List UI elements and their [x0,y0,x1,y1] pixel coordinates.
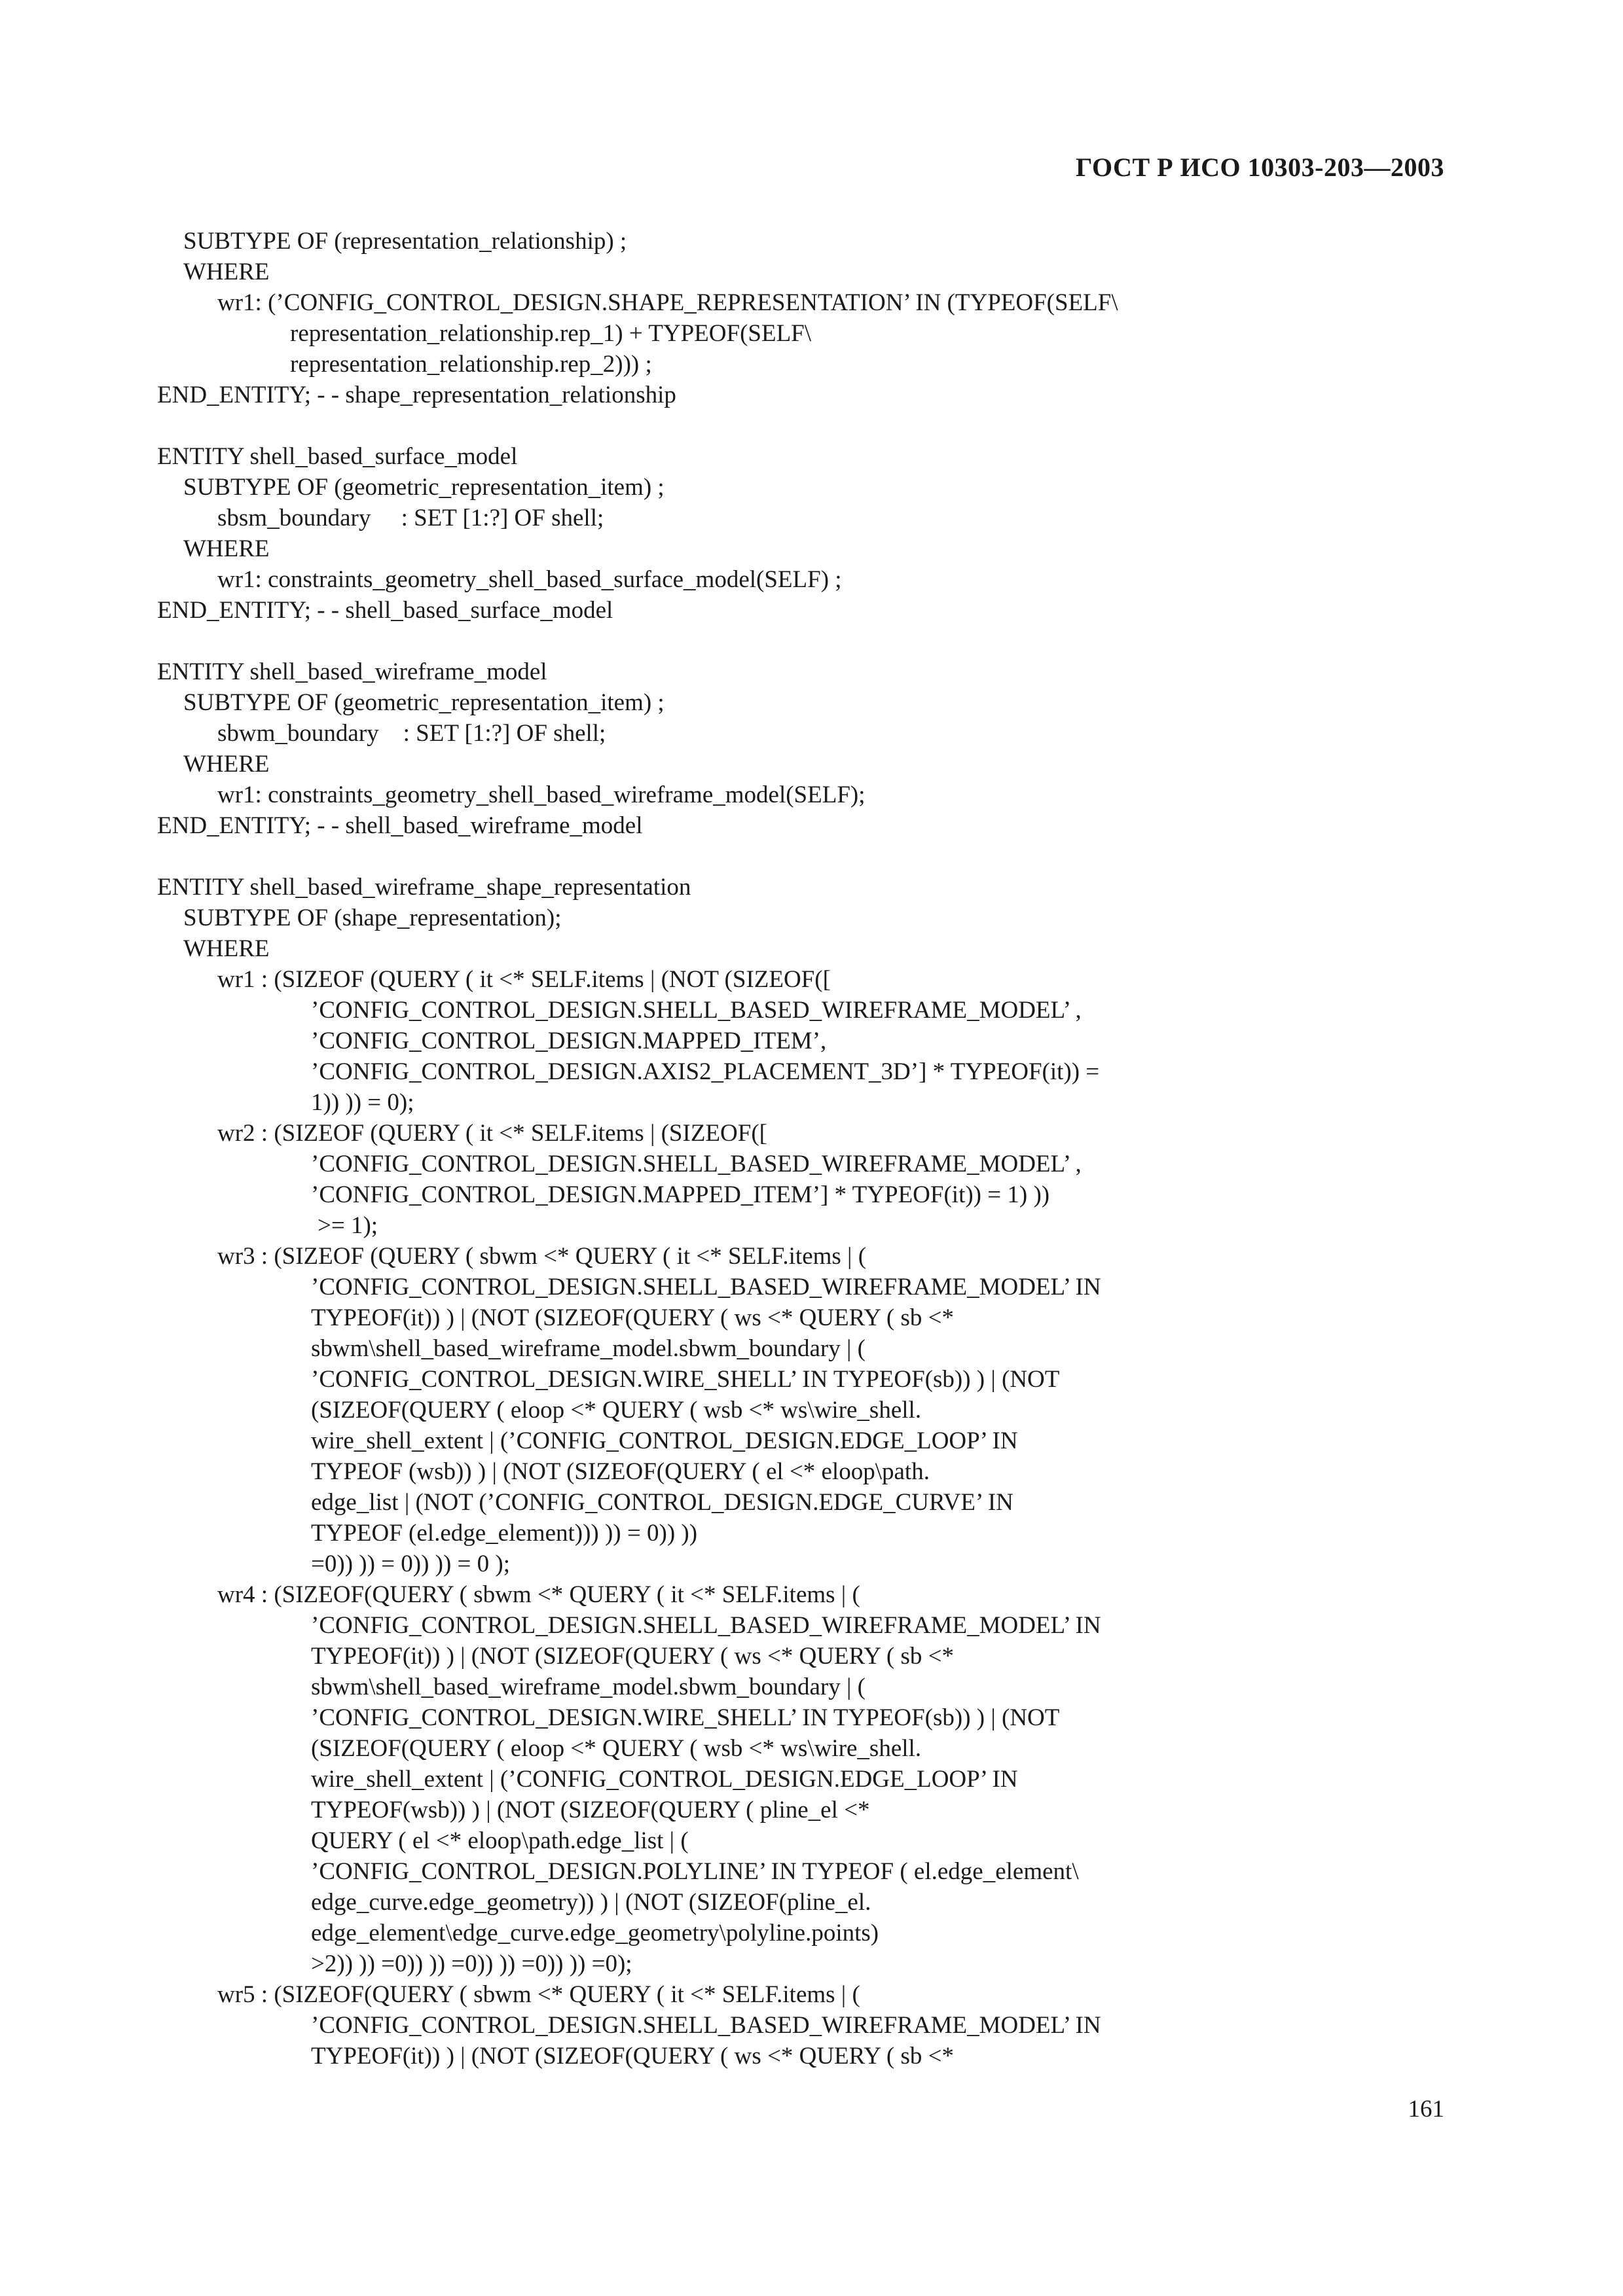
code-line: QUERY ( el <* eloop\path.edge_list | ( [311,1827,689,1854]
code-line: SUBTYPE OF (shape_representation); [183,905,562,931]
code-line: ENTITY shell_based_surface_model [157,443,518,470]
code-line: WHERE [183,259,270,285]
code-line: TYPEOF(wsb)) ) | (NOT (SIZEOF(QUERY ( pline_el <* [311,1797,870,1823]
code-line: sbwm\shell_based_wireframe_model.sbwm_boundary | ( [311,1335,866,1362]
code-line: ’CONFIG_CONTROL_DESIGN.WIRE_SHELL’ IN TYPEOF(sb)) ) | (NOT [311,1366,1060,1393]
code-line: (SIZEOF(QUERY ( eloop <* QUERY ( wsb <* ws\wire_shell. [311,1397,922,1424]
code-line: ’CONFIG_CONTROL_DESIGN.POLYLINE’ IN TYPEOF ( el.edge_element\ [311,1858,1079,1885]
code-line: sbwm_boundary : SET [1:?] OF shell; [217,720,606,747]
code-line: ’CONFIG_CONTROL_DESIGN.MAPPED_ITEM’] * TYPEOF(it)) = 1) )) [311,1181,1050,1208]
code-line: SUBTYPE OF (representation_relationship) ; [183,228,627,255]
code-line: TYPEOF(it)) ) | (NOT (SIZEOF(QUERY ( ws <* QUERY ( sb <* [311,2043,954,2070]
code-line: END_ENTITY; - - shape_representation_relationship [157,382,676,408]
code-line: ’CONFIG_CONTROL_DESIGN.AXIS2_PLACEMENT_3D’] * TYPEOF(it)) = [311,1058,1100,1085]
code-line: TYPEOF (el.edge_element))) )) = 0)) )) [311,1520,698,1547]
code-line: representation_relationship.rep_1) + TYPEOF(SELF\ [290,320,812,347]
code-line: wr3 : (SIZEOF (QUERY ( sbwm <* QUERY ( it <* SELF.items | ( [217,1243,867,1270]
code-line: ’CONFIG_CONTROL_DESIGN.WIRE_SHELL’ IN TYPEOF(sb)) ) | (NOT [311,1704,1060,1731]
blank-line [157,410,1467,441]
code-line: WHERE [183,935,270,962]
code-line: END_ENTITY; - - shell_based_wireframe_model [157,812,643,839]
code-line: =0)) )) = 0)) )) = 0 ); [311,1551,511,1577]
code-line: wr2 : (SIZEOF (QUERY ( it <* SELF.items | (SIZEOF([ [217,1120,767,1147]
page-header: ГОСТ Р ИСО 10303-203—2003 [1076,152,1444,182]
code-line: SUBTYPE OF (geometric_representation_item) ; [183,689,665,716]
code-line: TYPEOF(it)) ) | (NOT (SIZEOF(QUERY ( ws <* QUERY ( sb <* [311,1304,954,1331]
code-line: (SIZEOF(QUERY ( eloop <* QUERY ( wsb <* ws\wire_shell. [311,1735,922,1762]
code-line: ENTITY shell_based_wireframe_model [157,658,547,685]
code-line: sbsm_boundary : SET [1:?] OF shell; [217,505,604,531]
code-line: wr5 : (SIZEOF(QUERY ( sbwm <* QUERY ( it <* SELF.items | ( [217,1981,860,2008]
code-line: >2)) )) =0)) )) =0)) )) =0)) )) =0); [311,1950,632,1977]
code-line: WHERE [183,535,270,562]
code-line: ENTITY shell_based_wireframe_shape_representation [157,874,691,901]
code-line: WHERE [183,751,270,778]
code-line: sbwm\shell_based_wireframe_model.sbwm_boundary | ( [311,1674,866,1700]
code-line: ’CONFIG_CONTROL_DESIGN.SHELL_BASED_WIREFRAME_MODEL’ , [311,1151,1082,1177]
code-line: 1)) )) = 0); [311,1089,414,1116]
blank-line [157,841,1467,872]
code-line: END_ENTITY; - - shell_based_surface_model [157,597,613,624]
code-line: ’CONFIG_CONTROL_DESIGN.SHELL_BASED_WIREFRAME_MODEL’ , [311,997,1082,1024]
code-line: SUBTYPE OF (geometric_representation_item) ; [183,474,665,501]
code-line: representation_relationship.rep_2))) ; [290,351,652,378]
code-line: ’CONFIG_CONTROL_DESIGN.SHELL_BASED_WIREFRAME_MODEL’ IN [311,1274,1101,1300]
code-line: edge_list | (NOT (’CONFIG_CONTROL_DESIGN.EDGE_CURVE’ IN [311,1489,1013,1516]
code-line: wire_shell_extent | (’CONFIG_CONTROL_DESIGN.EDGE_LOOP’ IN [311,1427,1018,1454]
code-line: edge_curve.edge_geometry)) ) | (NOT (SIZEOF(pline_el. [311,1889,871,1916]
code-line: wr1: constraints_geometry_shell_based_surface_model(SELF) ; [217,566,842,593]
blank-line [157,626,1467,656]
code-line: TYPEOF(it)) ) | (NOT (SIZEOF(QUERY ( ws <* QUERY ( sb <* [311,1643,954,1670]
code-line: >= 1); [318,1212,378,1239]
code-line: ’CONFIG_CONTROL_DESIGN.MAPPED_ITEM’, [311,1028,827,1054]
code-line: wire_shell_extent | (’CONFIG_CONTROL_DESIGN.EDGE_LOOP’ IN [311,1766,1018,1793]
code-line: wr4 : (SIZEOF(QUERY ( sbwm <* QUERY ( it <* SELF.items | ( [217,1581,860,1608]
code-line: wr1: (’CONFIG_CONTROL_DESIGN.SHAPE_REPRESENTATION’ IN (TYPEOF(SELF\ [217,289,1118,316]
code-line: edge_element\edge_curve.edge_geometry\polyline.points) [311,1920,879,1946]
code-listing [157,226,1467,2072]
code-line: TYPEOF (wsb)) ) | (NOT (SIZEOF(QUERY ( el <* eloop\path. [311,1458,930,1485]
page-number: 161 [1408,2096,1444,2123]
code-line: wr1: constraints_geometry_shell_based_wireframe_model(SELF); [217,781,866,808]
code-line: ’CONFIG_CONTROL_DESIGN.SHELL_BASED_WIREFRAME_MODEL’ IN [311,2012,1101,2039]
code-line: wr1 : (SIZEOF (QUERY ( it <* SELF.items | (NOT (SIZEOF([ [217,966,831,993]
code-line: ’CONFIG_CONTROL_DESIGN.SHELL_BASED_WIREFRAME_MODEL’ IN [311,1612,1101,1639]
